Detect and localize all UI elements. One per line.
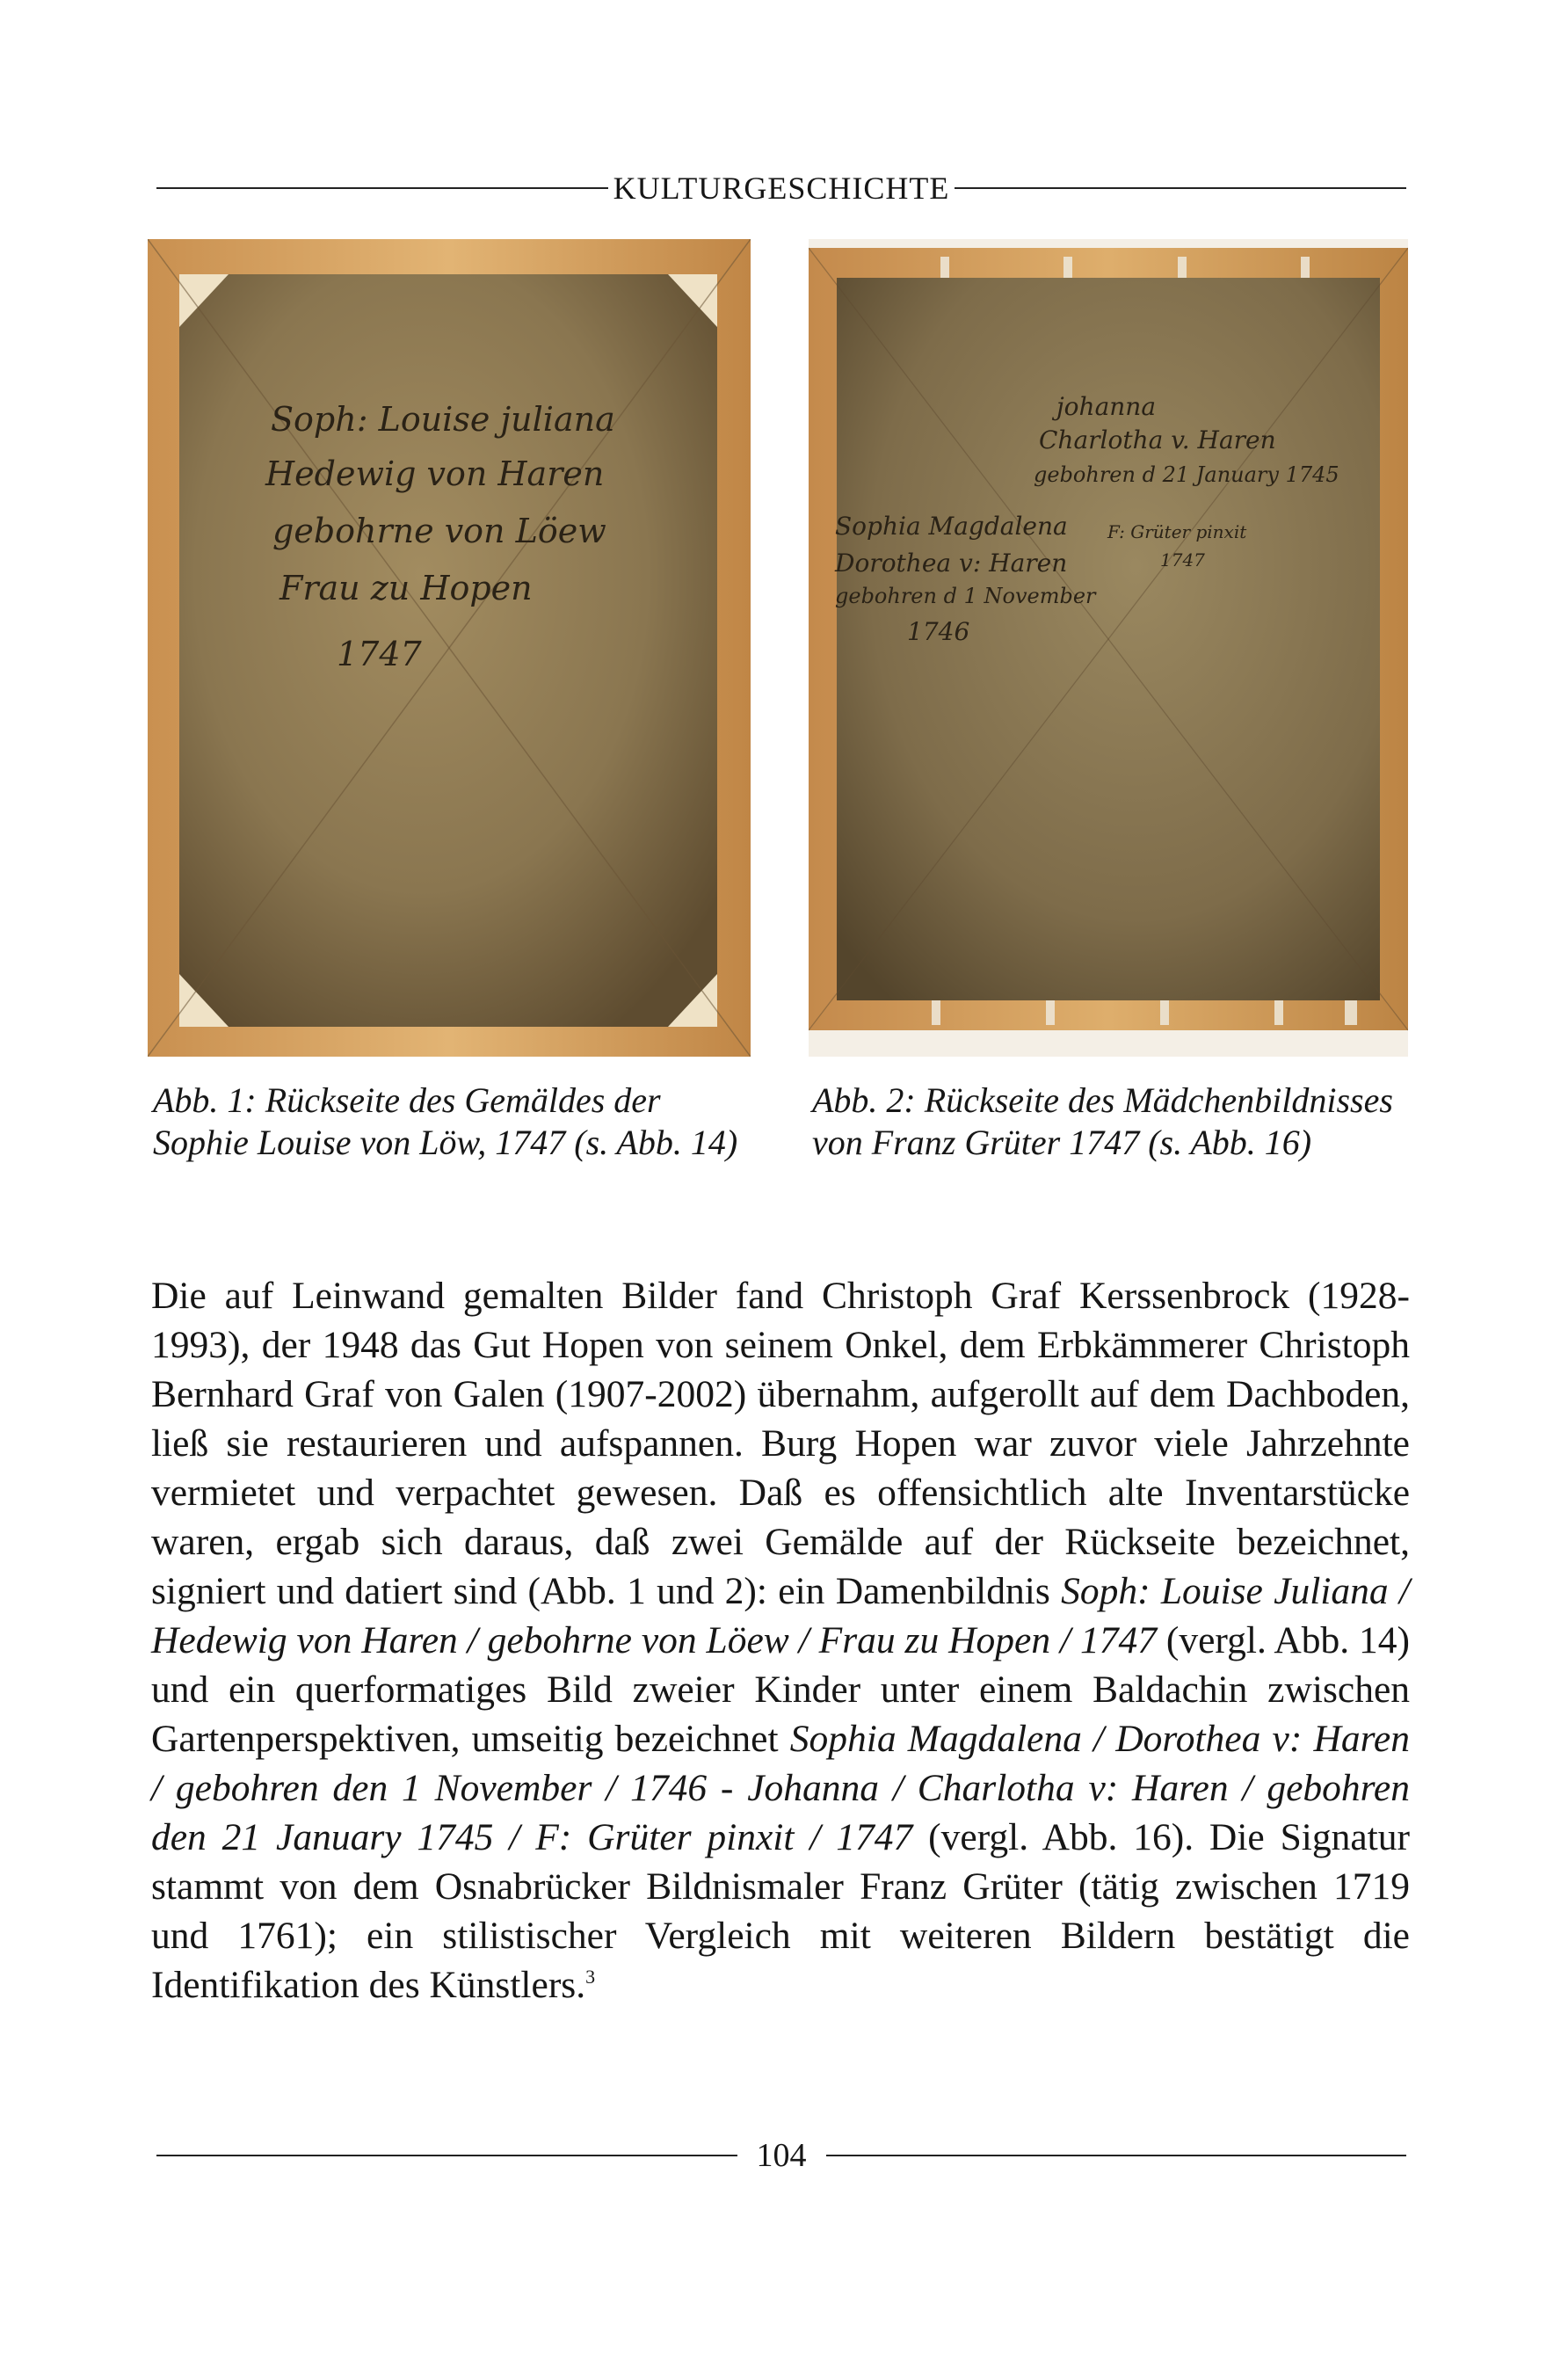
body-text-part-2: (vergl. Abb. 14) und ein querformatiges Bild zweier Kinder unter einem Baldachin zwischen Gartenperspektiven, umseitig bezeichnet: [151, 1619, 1410, 1760]
body-text-part-3: (vergl. Abb. 16). Die Signatur stammt von dem Osnabrücker Bildnismaler Franz Grüter (tätig zwischen 1719 und 1761); ein stilistischer Vergleich mit weiteren Bildern bestätigt die Identifikation des Künstlers.: [151, 1816, 1411, 2006]
inscription-1-line-3: gebohrne von Löew: [272, 512, 606, 550]
figure-2-caption: Abb. 2: Rückseite des Mädchenbildnisses von Franz Grüter 1747 (s. Abb. 16): [812, 1080, 1393, 1162]
figure-1-photo: [148, 239, 751, 1057]
inscription-1-line-2: Hedewig von Haren: [265, 454, 605, 493]
header-rule-right: [955, 187, 1406, 189]
body-paragraph: [151, 1271, 1410, 2010]
inscription-2-line-6: gebohren d 1 November: [835, 584, 1096, 608]
figure-2-photo: [809, 239, 1408, 1057]
footer-rule-right: [826, 2155, 1407, 2156]
body-italic-inscription-1: Soph: Louise Juliana / Hedewig von Haren / gebohrne von Löew / Frau zu Hopen / 1747: [151, 1570, 1410, 1661]
inscription-2-line-1: johanna: [1056, 392, 1157, 421]
inscription-1-line-5: 1747: [337, 635, 422, 673]
page-number: 104: [756, 2137, 807, 2174]
canvas-surface: [179, 274, 717, 1027]
inscription-1-line-4: Frau zu Hopen: [279, 569, 533, 607]
footer-rule-left: [156, 2155, 737, 2156]
header-title: KULTURGESCHICHTE: [613, 171, 950, 206]
inscription-2-line-3: gebohren d 21 January 1745: [1034, 462, 1339, 487]
painting-back-2: [809, 239, 1408, 1057]
body-text-part-1: Die auf Leinwand gemalten Bilder fand Christoph Graf Kerssenbrock (1928-1993), der 1948 das Gut Hopen von seinem Onkel, dem Erbkämmerer Christoph Bernhard Graf von Galen (1907-2002) übernahm, aufgerollt auf dem Dachboden, ließ sie restaurieren und aufspannen. Burg Hopen war zuvor viele Jahrzehnte vermietet und verpachtet gewesen. Daß es offensichtlich alte Inventarstücke waren, ergab sich daraus, daß zwei Gemälde auf der Rückseite bezeichnet, signiert und datiert sind (Abb. 1 und 2): ein Damenbildnis: [151, 1275, 1410, 1612]
painting-back-1: [148, 239, 751, 1057]
inscription-2-line-8: F: Grüter pinxit: [1107, 521, 1247, 542]
footnote-reference[interactable]: 3: [585, 1966, 596, 1988]
inscription-2-line-5: Dorothea v: Haren: [835, 549, 1068, 578]
inscription-2-line-7: 1746: [907, 617, 970, 646]
figure-1-caption: Abb. 1: Rückseite des Gemäldes der Sophie Louise von Löw, 1747 (s. Abb. 14): [153, 1080, 738, 1162]
header-rule-left: [156, 187, 608, 189]
body-italic-inscription-2: Sophia Magdalena / Dorothea v: Haren / gebohren den 1 November / 1746 - Johanna / Charlotha v: Haren / gebohren den 21 January 1745 / F: Grüter pinxit / 1747: [151, 1718, 1410, 1858]
inscription-2-line-4: Sophia Magdalena: [835, 512, 1068, 541]
inscription-2-line-9: 1747: [1160, 549, 1205, 571]
running-header: [156, 169, 1406, 207]
inscription-1-line-1: Soph: Louise juliana: [271, 400, 615, 439]
inscription-2-line-2: Charlotha v. Haren: [1039, 425, 1276, 454]
page-footer: [156, 2136, 1406, 2175]
